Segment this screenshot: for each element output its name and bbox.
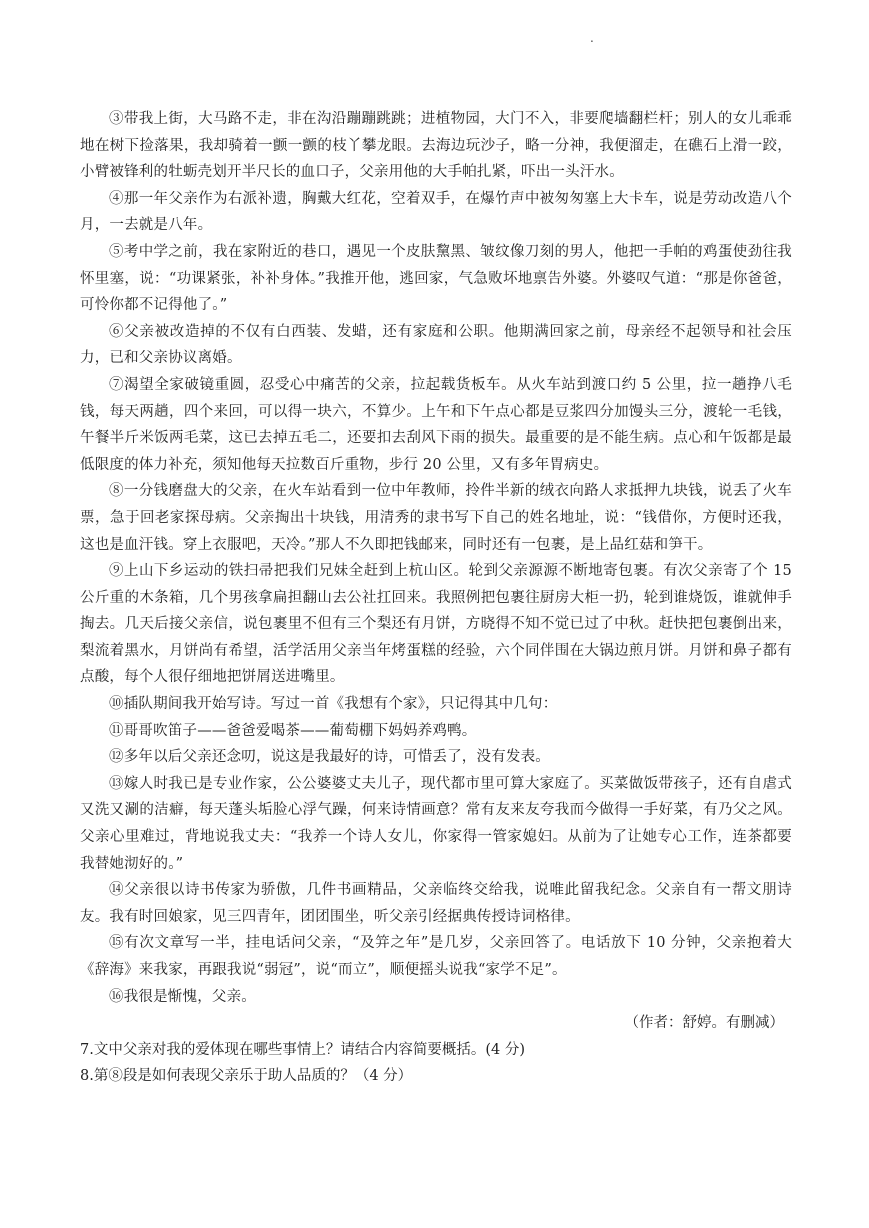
paragraph-4: ④那一年父亲作为右派补遗，胸戴大红花，空着双手，在爆竹声中被匆匆塞上大卡车，说是劳动改造八个月，一去就是八年。 [80,190,792,234]
question-8: 8.第⑧段是如何表现父亲乐于助人品质的？（4 分） [80,1068,413,1085]
paragraph-11: ⑪哥哥吹笛子——爸爸爱喝茶——葡萄棚下妈妈养鸡鸭。 [109,722,477,739]
paragraph-9: ⑨上山下乡运动的铁扫帚把我们兄妹全赶到上杭山区。轮到父亲源源不断地寄包裹。有次父亲寄了个 15 公斤重的木条箱，几个男孩拿扁担翻山去公社扛回来。我照例把包裹往厨房大柜一扔，轮到谁烧饭，谁就伸手掏去。几天后接父亲信，说包裹里不但有三个梨还有月饼，方晓得不知不觉已过了中秋。赶快把包裹倒出来，梨流着黑水，月饼尚有希望，活学活用父亲当年烤蛋糕的经验，六个同伴围在大锅边煎月饼。月饼和鼻子都有点酸，每个人很仔细地把饼屑送进嘴里。 [80,563,792,686]
paragraph-15: ⑮有次文章写一半，挂电话问父亲，“及笄之年”是几岁，父亲回答了。电话放下 10 分钟，父亲抱着大《辞海》来我家，再跟我说“弱冠”，说“而立”，顺便摇头说我“家学不足”。 [80,935,792,978]
page-header-mark: . [590,31,594,45]
question-7: 7.文中父亲对我的爱体现在哪些事情上？请结合内容简要概括。(4 分) [80,1041,525,1058]
author-note: （作者：舒婷。有删减） [624,1015,784,1032]
paragraph-13: ⑬嫁人时我已是专业作家，公公婆婆丈夫儿子，现代都市里可算大家庭了。买菜做饭带孩子，还有自虐式又洗又涮的洁癖，每天蓬头垢脸心浮气躁，何来诗情画意？常有友来友夸我而今做得一手好菜，有乃父之风。父亲心里难过，背地说我丈夫：“我养一个诗人女儿，你家得一管家媳妇。从前为了让她专心工作，连茶都要我替她沏好的。” [80,775,792,872]
article-body [80,106,792,1090]
paragraph-3: ③带我上街，大马路不走，非在沟沿蹦蹦跳跳；进植物园，大门不入，非要爬墙翻栏杆；别人的女儿乖乖地在树下捡落果，我却骑着一颤一颤的枝丫攀龙眼。去海边玩沙子，略一分神，我便溜走，在礁石上滑一跤，小臂被锋利的牡蛎壳划开半尺长的血口子，父亲用他的大手帕扎紧，吓出一头汗水。 [80,111,792,181]
paragraph-5: ⑤考中学之前，我在家附近的巷口，遇见一个皮肤黧黑、皱纹像刀刻的男人，他把一手帕的鸡蛋使劲往我怀里塞，说：“功课紧张，补补身体。”我推开他，逃回家，气急败坏地禀告外婆。外婆叹气道：“那是你爸爸，可怜你都不记得他了。” [80,243,792,314]
paragraph-12: ⑫多年以后父亲还念叨，说这是我最好的诗，可惜丢了，没有发表。 [109,749,550,766]
paragraph-6: ⑥父亲被改造掉的不仅有白西装、发蜡，还有家庭和公职。他期满回家之前，母亲经不起领导和社会压力，已和父亲协议离婚。 [80,323,792,367]
paragraph-14: ⑭父亲很以诗书传家为骄傲，几件书画精品，父亲临终交给我，说唯此留我纪念。父亲自有一帮文朋诗友。我有时回娘家，见三四青年，团团围坐，听父亲引经据典传授诗词格律。 [80,882,792,925]
paragraph-16: ⑯我很是惭愧，父亲。 [109,988,256,1005]
paragraph-10: ⑩插队期间我开始写诗。写过一首《我想有个家》，只记得其中几句： [109,696,558,713]
paragraph-8: ⑧一分钱磨盘大的父亲，在火车站看到一位中年教师，拎件半新的绒衣向路人求抵押九块钱，说丢了火车票，急于回老家探母病。父亲掏出十块钱，用清秀的隶书写下自己的姓名地址，说：“钱借你，方便时还我，这也是血汗钱。穿上衣服吧，天冷。”那人不久即把钱邮来，同时还有一包裹，是上品红菇和笋干。 [80,483,792,553]
paragraph-7: ⑦渴望全家破镜重圆，忍受心中痛苦的父亲，拉起载货板车。从火车站到渡口约 5 公里，拉一趟挣八毛钱，每天两趟，四个来回，可以得一块六，不算少。上午和下午点心都是豆浆四分加馒头三分，渡轮一毛钱，午餐半斤米饭两毛菜，这已去掉五毛二，还要扣去刮风下雨的损失。最重要的是不能生病。点心和午饭都是最低限度的体力补充，须知他每天拉数百斤重物，步行 20 公里，又有多年胃病史。 [80,376,792,473]
